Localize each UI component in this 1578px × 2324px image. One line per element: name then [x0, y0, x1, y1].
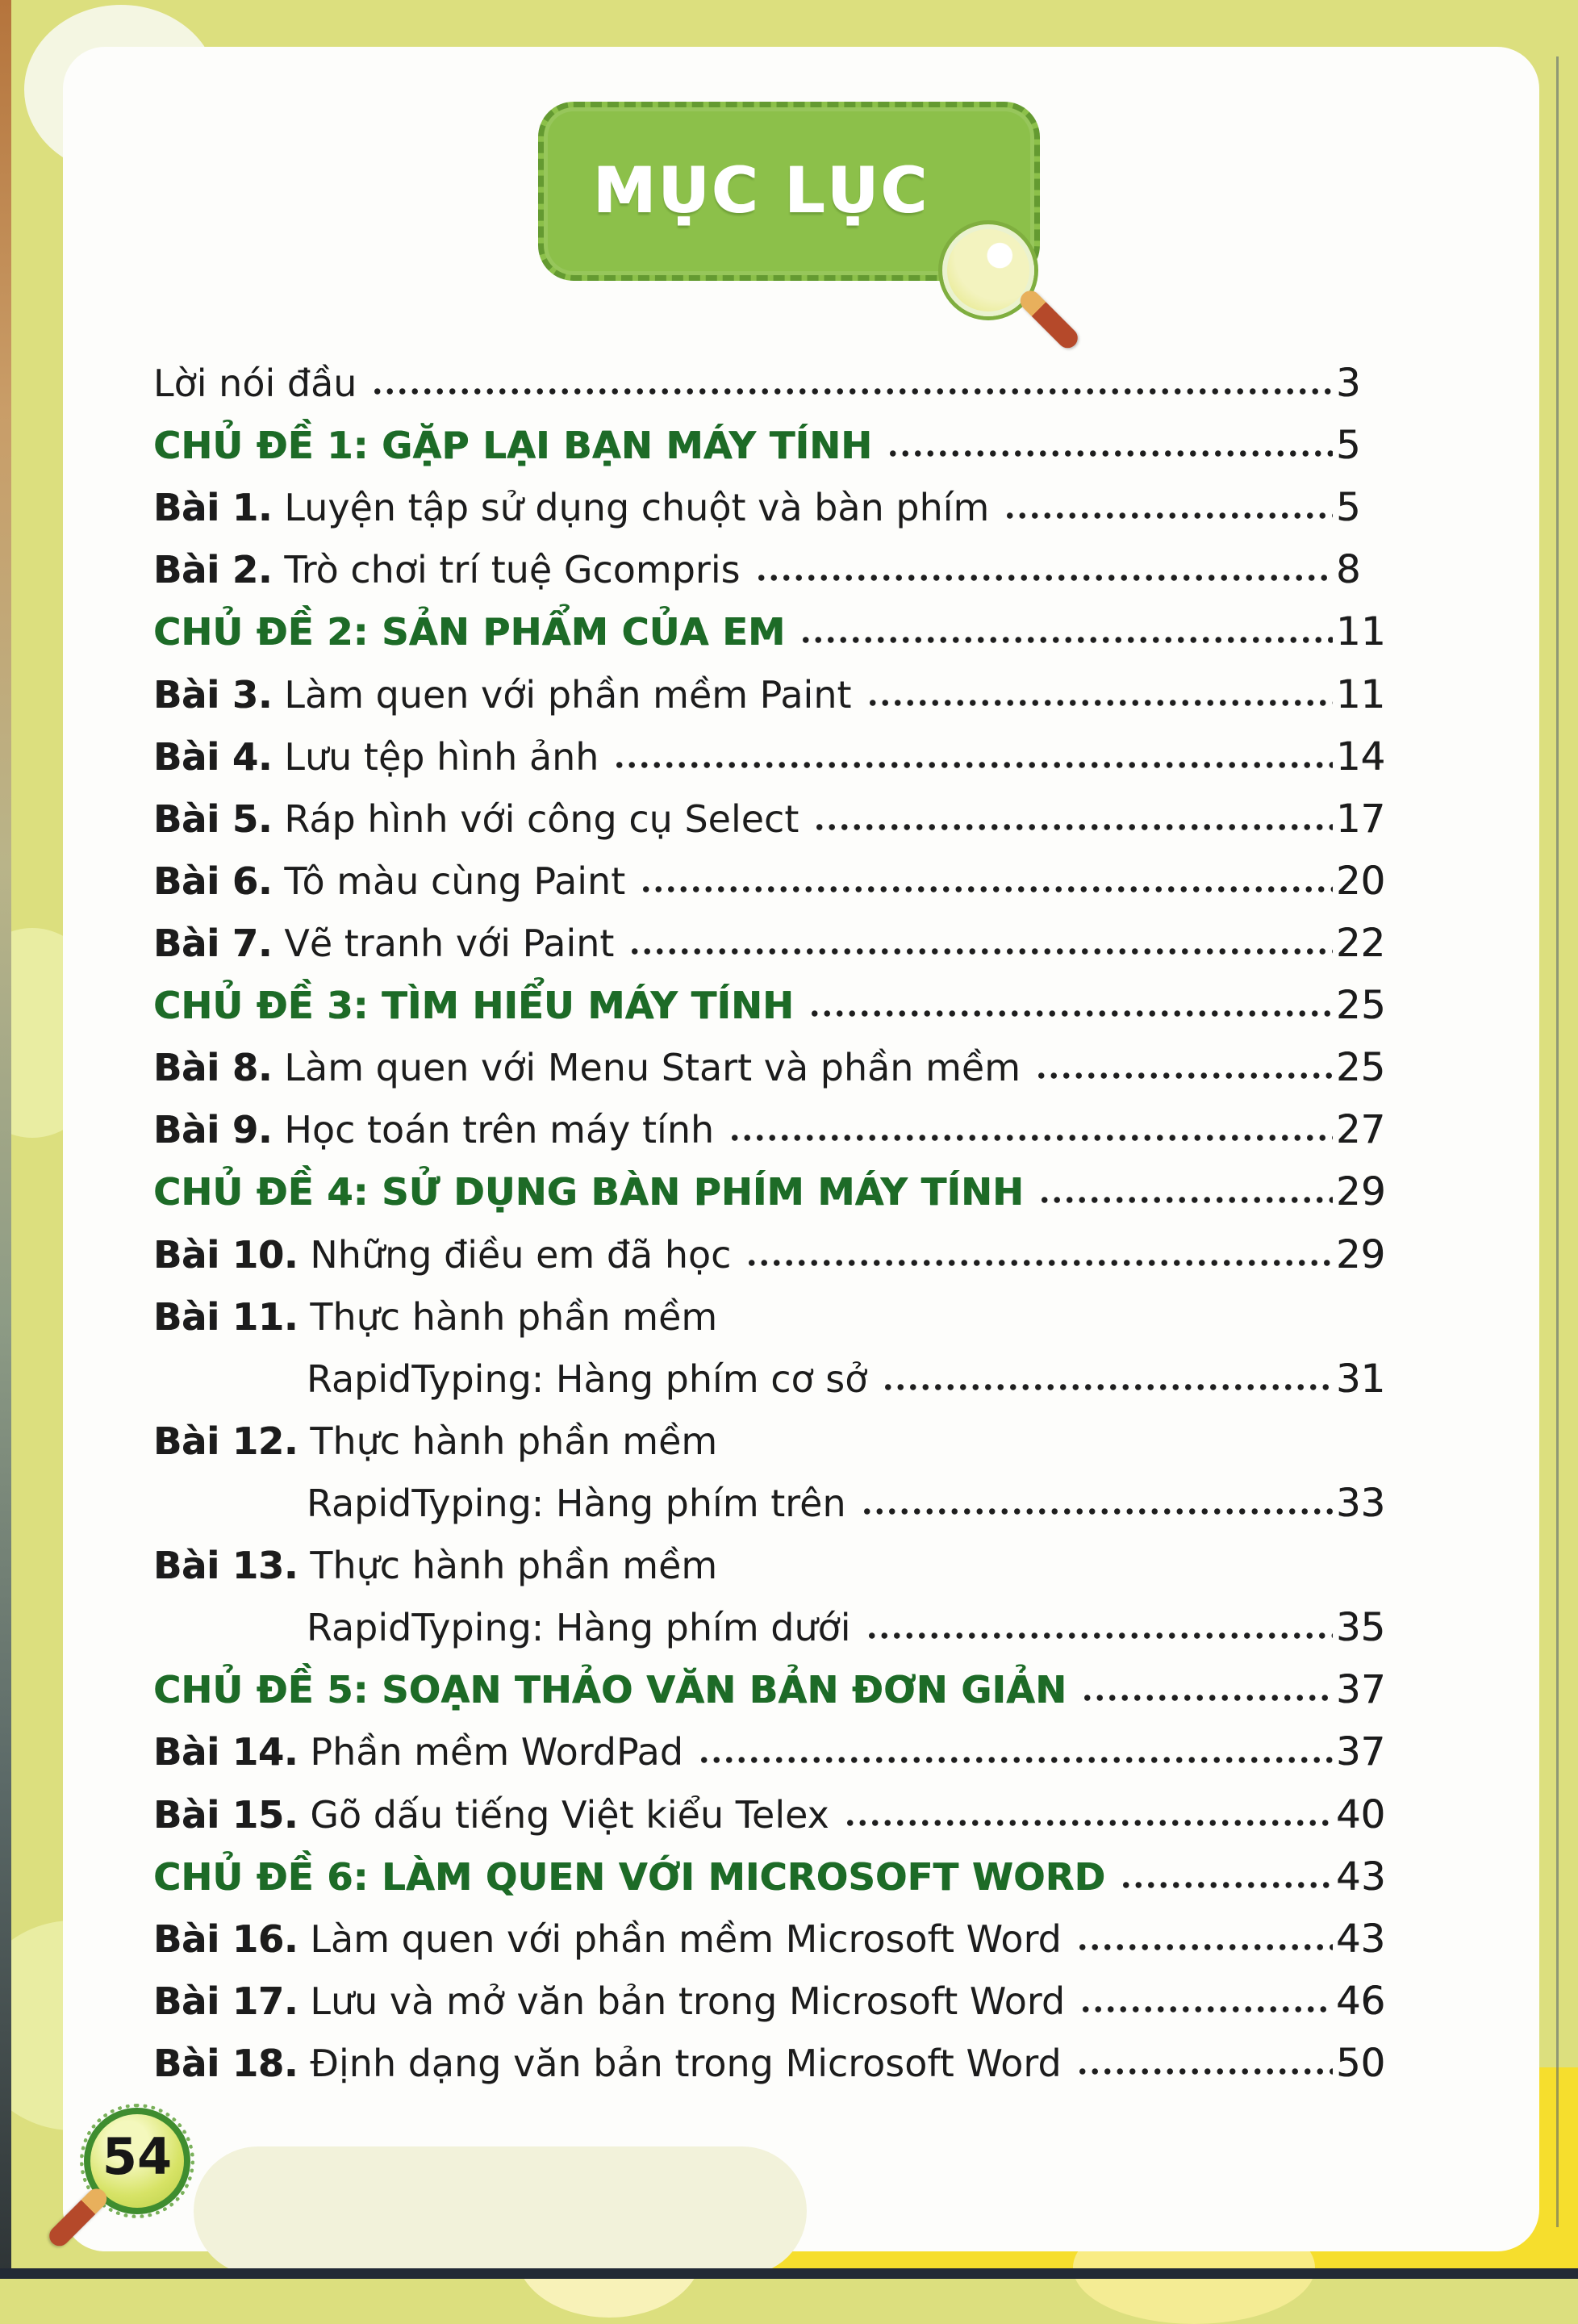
lesson-number-label: Bài 13. — [153, 1544, 298, 1588]
lesson-number-label: Bài 5. — [153, 796, 273, 841]
magnifier-icon — [942, 224, 1034, 316]
page-number: 54 — [102, 2127, 173, 2186]
page-title: MỤC LỤC — [592, 155, 929, 228]
dotted-leader — [1120, 1877, 1333, 1893]
page-ref: 3 — [1336, 361, 1361, 406]
page-ref: 37 — [1336, 1729, 1386, 1775]
page-ref: 14 — [1336, 734, 1386, 780]
lesson-number-label: Bài 4. — [153, 734, 273, 779]
toc-entry-label: Định dạng văn bản trong Microsoft Word — [310, 2041, 1062, 2085]
toc-lesson-row — [153, 920, 1455, 966]
toc-entry-label: Gõ dấu tiếng Việt kiểu Telex — [310, 1792, 829, 1837]
toc-entry-label: Làm quen với Menu Start và phần mềm — [284, 1046, 1021, 1090]
page-number-magnifier-icon — [84, 2108, 190, 2214]
page-ref: 5 — [1336, 423, 1362, 469]
toc-entry-label: Làm quen với phần mềm Paint — [284, 672, 852, 717]
toc-chapter-row — [153, 609, 1455, 655]
dotted-leader — [882, 1379, 1333, 1395]
toc-entry-label: RapidTyping: Hàng phím dưới — [307, 1606, 851, 1650]
lesson-number-label: Bài 8. — [153, 1046, 273, 1090]
page-ref: 31 — [1336, 1356, 1386, 1402]
dotted-leader — [844, 1815, 1333, 1831]
toc-chapter-row — [153, 983, 1455, 1029]
toc-entry-label: CHỦ ĐỀ 6: LÀM QUEN VỚI MICROSOFT WORD — [153, 1854, 1106, 1899]
toc-entry-label: CHỦ ĐỀ 4: SỬ DỤNG BÀN PHÍM MÁY TÍNH — [153, 1170, 1024, 1214]
toc-entry-label: Thực hành phần mềm — [310, 1419, 718, 1463]
page-ref: 37 — [1336, 1667, 1387, 1713]
dotted-leader — [808, 1005, 1333, 1022]
page-ref: 29 — [1336, 1231, 1386, 1277]
photo-bottom-edge — [0, 2268, 1578, 2279]
toc-lesson-row — [153, 1231, 1455, 1277]
lesson-number-label: Bài 3. — [153, 672, 273, 717]
toc-lesson-row — [153, 1791, 1455, 1837]
toc-entry-label: Những điều em đã học — [310, 1232, 732, 1277]
dotted-leader — [1076, 2063, 1333, 2079]
toc-lesson-row — [153, 858, 1455, 904]
toc-entry-label: Lưu tệp hình ảnh — [284, 734, 599, 779]
toc-entry-label: Tô màu cùng Paint — [284, 859, 626, 903]
toc-entry-label: Học toán trên máy tính — [284, 1108, 715, 1152]
toc-entry-label: Thực hành phần mềm — [310, 1294, 718, 1339]
toc-entry-label: Làm quen với phần mềm Microsoft Word — [310, 1916, 1062, 1961]
toc-entry-label: Thực hành phần mềm — [310, 1544, 718, 1588]
page-ref: 40 — [1336, 1791, 1386, 1837]
toc-lesson-row — [153, 1421, 1455, 1461]
toc-entry-label: CHỦ ĐỀ 5: SOẠN THẢO VĂN BẢN ĐƠN GIẢN — [153, 1668, 1067, 1712]
toc-lesson-row — [153, 734, 1455, 780]
toc-lesson-row — [153, 2040, 1455, 2086]
toc-lesson-row — [153, 1294, 1455, 1339]
lesson-number-label: Bài 2. — [153, 548, 273, 592]
page-ref: 35 — [1336, 1605, 1386, 1651]
book-spine-edge — [0, 0, 11, 2279]
page-ref: 43 — [1336, 1854, 1387, 1900]
toc-lesson-row — [153, 485, 1455, 531]
page-ref: 11 — [1336, 609, 1387, 655]
toc-list — [153, 363, 1455, 2084]
dotted-leader — [887, 445, 1333, 462]
lesson-number-label: Bài 12. — [153, 1419, 298, 1463]
toc-entry-label: Trò chơi trí tuệ Gcompris — [284, 548, 741, 592]
page-ref: 46 — [1336, 1978, 1386, 2024]
page-ref: 27 — [1336, 1107, 1386, 1153]
toc-entry-label: RapidTyping: Hàng phím cơ sở — [307, 1356, 868, 1401]
toc-chapter-row — [153, 423, 1455, 469]
lesson-number-label: Bài 1. — [153, 486, 273, 530]
lesson-number-label: Bài 7. — [153, 921, 273, 965]
toc-lesson-row — [153, 796, 1455, 842]
toc-chapter-row — [153, 1667, 1455, 1713]
toc-chapter-row — [153, 1169, 1455, 1215]
toc-lesson-row — [153, 1916, 1455, 1962]
toc-lesson-row — [153, 1107, 1455, 1153]
dotted-leader — [728, 1130, 1333, 1146]
toc-lesson-row — [153, 1045, 1455, 1091]
toc-lesson-row — [153, 1545, 1455, 1586]
lesson-number-label: Bài 16. — [153, 1916, 298, 1961]
lesson-number-label: Bài 17. — [153, 1979, 298, 2023]
page-ref: 25 — [1336, 1045, 1386, 1091]
page-ref: 22 — [1336, 920, 1386, 966]
toc-lesson-continuation-row — [153, 1356, 1455, 1402]
toc-entry-label: CHỦ ĐỀ 2: SẢN PHẨM CỦA EM — [153, 610, 786, 654]
toc-lesson-row — [153, 671, 1455, 717]
toc-entry-label: CHỦ ĐỀ 1: GẶP LẠI BẠN MÁY TÍNH — [153, 424, 873, 468]
page-wash-decoration — [194, 2146, 807, 2276]
dotted-leader — [755, 570, 1333, 586]
dotted-leader — [628, 943, 1333, 959]
page-ref: 25 — [1336, 983, 1387, 1029]
page-ref: 29 — [1336, 1169, 1387, 1215]
page-ref: 33 — [1336, 1480, 1386, 1526]
dotted-leader — [1081, 1690, 1333, 1706]
dotted-leader — [745, 1255, 1333, 1271]
lesson-number-label: Bài 9. — [153, 1108, 273, 1152]
dotted-leader — [1076, 1939, 1333, 1955]
toc-entry-label: Lời nói đầu — [153, 362, 357, 405]
toc-preface-row — [153, 361, 1455, 406]
dotted-leader — [1079, 2001, 1333, 2017]
dotted-leader — [861, 1503, 1333, 1519]
lesson-number-label: Bài 10. — [153, 1232, 298, 1277]
dotted-leader — [799, 632, 1333, 648]
page-ref: 17 — [1336, 796, 1386, 842]
dotted-leader — [1038, 1192, 1333, 1208]
toc-lesson-continuation-row — [153, 1605, 1455, 1651]
lesson-number-label: Bài 11. — [153, 1294, 298, 1339]
toc-lesson-row — [153, 547, 1455, 593]
dotted-leader — [698, 1752, 1333, 1768]
toc-entry-label: Luyện tập sử dụng chuột và bàn phím — [284, 486, 990, 530]
toc-entry-label: Lưu và mở văn bản trong Microsoft Word — [310, 1979, 1066, 2023]
dotted-leader — [866, 1628, 1333, 1644]
dotted-leader — [866, 695, 1333, 711]
toc-entry-label: Vẽ tranh với Paint — [284, 921, 615, 965]
dotted-leader — [1004, 508, 1333, 524]
toc-lesson-continuation-row — [153, 1480, 1455, 1526]
dotted-leader — [371, 383, 1333, 399]
lesson-number-label: Bài 18. — [153, 2041, 298, 2085]
page-ref: 8 — [1336, 547, 1361, 593]
toc-entry-label: CHỦ ĐỀ 3: TÌM HIỂU MÁY TÍNH — [153, 984, 794, 1028]
toc-chapter-row — [153, 1854, 1455, 1900]
toc-lesson-row — [153, 1729, 1455, 1775]
dotted-leader — [613, 757, 1333, 773]
page-ref: 5 — [1336, 485, 1361, 531]
toc-lesson-row — [153, 1978, 1455, 2024]
lesson-number-label: Bài 6. — [153, 859, 273, 903]
page-ref: 50 — [1336, 2040, 1386, 2086]
dotted-leader — [813, 819, 1333, 835]
toc-entry-label: RapidTyping: Hàng phím trên — [307, 1481, 846, 1525]
toc-entry-label: Ráp hình với công cụ Select — [284, 796, 799, 841]
dotted-leader — [1035, 1068, 1333, 1084]
lesson-number-label: Bài 14. — [153, 1730, 298, 1774]
lesson-number-label: Bài 15. — [153, 1792, 298, 1837]
page-ref: 43 — [1336, 1916, 1386, 1962]
page-ref: 20 — [1336, 858, 1386, 904]
toc-entry-label: Phần mềm WordPad — [310, 1730, 684, 1774]
page-ref: 11 — [1336, 671, 1386, 717]
page-edge-shadow — [1556, 56, 1559, 2227]
dotted-leader — [640, 881, 1333, 897]
